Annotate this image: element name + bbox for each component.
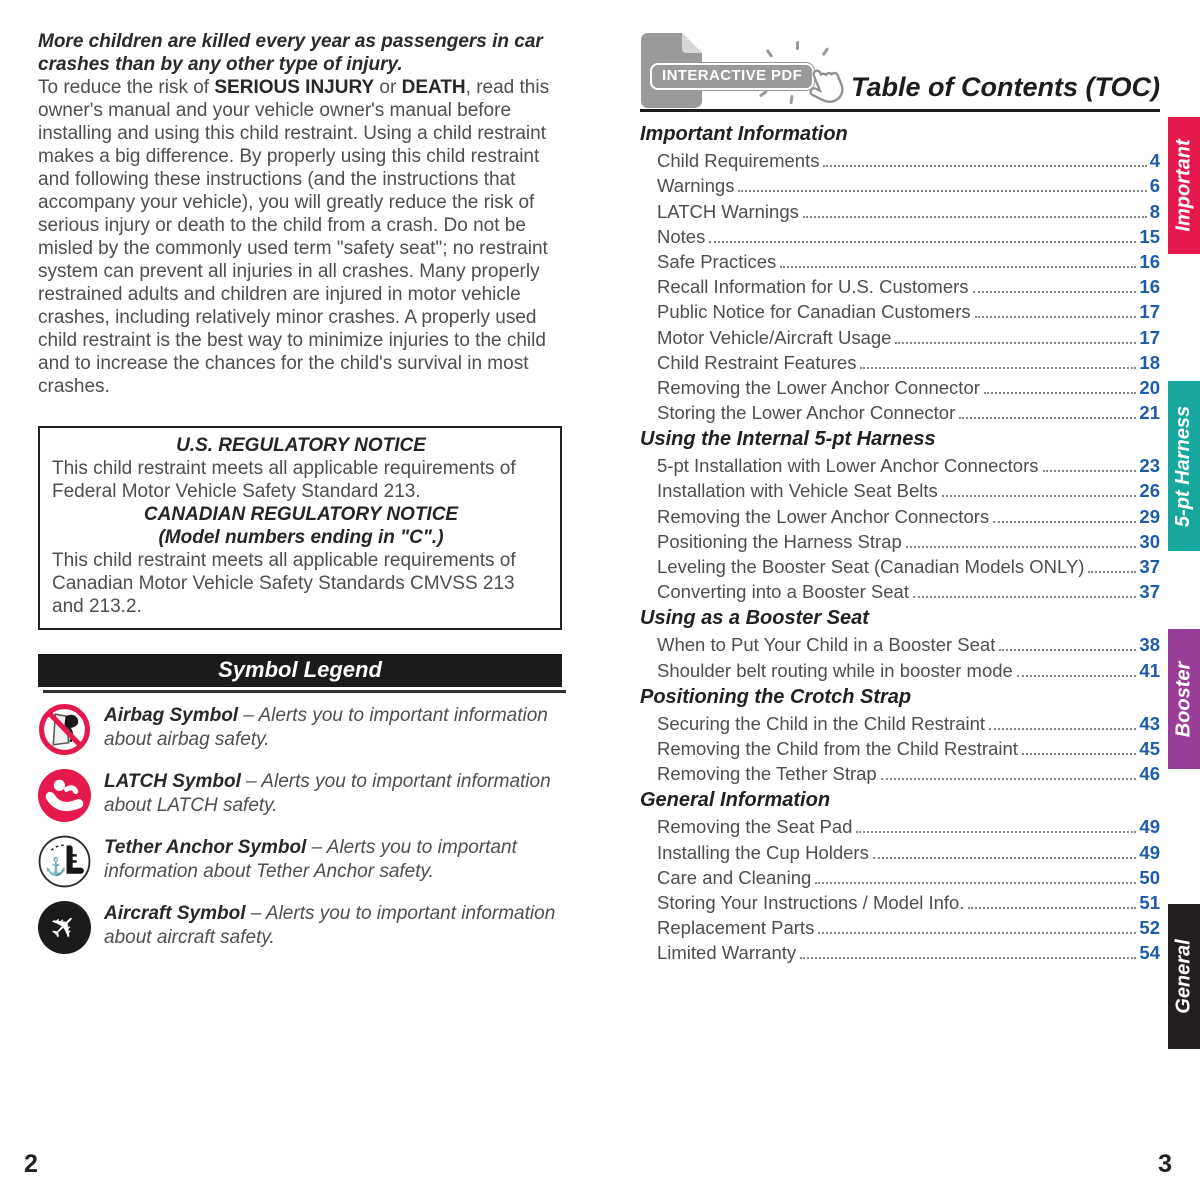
toc-section-general-information: General Information [640,789,831,812]
legend-item-name: Aircraft Symbol [104,903,246,924]
toc-entry-label: Safe Practices [657,250,777,272]
legend-item-desc: – Alerts you to important information about airbag safety. [104,705,548,750]
toc-dot-leader [973,291,1137,293]
canadian-regulatory-subtitle: (Model numbers ending in "C".) [158,527,444,548]
legend-item-text [104,835,562,883]
intro-text-2: or [374,77,402,98]
toc-entry-label: Warnings [657,175,735,197]
toc-entry-page[interactable]: 43 [1139,712,1160,734]
tab-5pt-harness[interactable] [1168,381,1200,551]
toc-entry[interactable] [657,914,1160,939]
toc-dot-leader [856,831,1136,833]
toc-entry[interactable] [657,656,1160,681]
toc-dot-leader [815,882,1136,884]
toc-dot-leader [800,957,1136,959]
aircraft-icon [38,901,91,954]
toc-entry-page[interactable]: 30 [1139,530,1160,552]
svg-text:⚓: ⚓ [45,856,67,877]
toc-entry-label: Securing the Child in the Child Restraint [657,712,986,734]
toc-entry[interactable] [657,147,1160,172]
toc-entry-label: Storing Your Instructions / Model Info. [657,891,965,913]
toc-entry[interactable] [657,735,1160,760]
toc-dot-leader [942,495,1137,497]
toc-entry[interactable] [657,553,1160,578]
intro-bold-serious-injury: SERIOUS INJURY [214,77,375,98]
intro-bold-death: DEATH [401,77,466,98]
toc-entry-label: Removing the Tether Strap [657,763,877,785]
toc-entry-page[interactable]: 17 [1139,326,1160,348]
toc-dot-leader [984,392,1137,394]
toc-entry-page[interactable]: 38 [1139,634,1160,656]
toc-entry[interactable] [657,528,1160,553]
toc-section-important-information: Important Information [640,123,848,145]
toc-dot-leader [1017,675,1137,677]
intro-text-1: To reduce the risk of [38,77,215,98]
toc-entry[interactable] [657,323,1160,348]
legend-item-airbag [38,703,562,756]
interactive-pdf-label: INTERACTIVE PDF [650,63,814,90]
toc-entry-label: Storing the Lower Anchor Connector [657,402,956,424]
toc-dot-leader [709,241,1136,243]
us-regulatory-title: U.S. REGULATORY NOTICE [176,435,426,456]
click-burst-ray [796,41,799,50]
toc-entry-label: LATCH Warnings [657,200,799,222]
tab-important-label: Important [1172,139,1195,232]
toc-entry[interactable] [657,502,1160,527]
tab-booster[interactable] [1168,629,1200,769]
toc-entry[interactable] [657,399,1160,424]
toc-entry-page[interactable]: 54 [1139,942,1160,964]
toc-entry-label: Removing the Lower Anchor Connector [657,376,980,398]
toc-entry-label: Installation with Vehicle Seat Belts [657,480,938,502]
legend-item-name: LATCH Symbol [104,771,241,792]
toc-section-5pt-harness: Using the Internal 5-pt Harness [640,428,936,451]
symbol-legend-list [38,703,562,954]
toc-entry-page[interactable]: 8 [1149,200,1160,222]
toc-entry[interactable] [657,710,1160,735]
regulatory-notice-box [38,426,562,630]
toc-entry-label: 5-pt Installation with Lower Anchor Connectors [657,455,1039,477]
toc-dot-leader [906,546,1137,548]
toc-dot-leader [860,367,1136,369]
legend-item-text [104,901,562,949]
toc-section-booster-seat: Using as a Booster Seat [640,607,869,630]
toc-dot-leader [881,778,1137,780]
legend-item-tether [38,835,562,888]
toc-entry-label: Positioning the Harness Strap [657,530,902,552]
toc-entry-label: Child Requirements [657,150,820,172]
toc-dot-leader [895,342,1136,344]
toc-entry-label: When to Put Your Child in a Booster Seat [657,634,996,656]
toc-dot-leader [823,165,1146,167]
toc-entry-label: Removing the Child from the Child Restraint [657,737,1018,759]
toc-entry-label: Removing the Seat Pad [657,816,853,838]
toc-dot-leader [1022,753,1137,755]
intro-lead: More children are killed every year as passengers in car crashes than by any other type of injury. [38,31,543,75]
toc-entry[interactable] [657,349,1160,374]
toc-entry-page[interactable]: 51 [1139,891,1160,913]
page-number-left: 2 [24,1150,38,1178]
toc-dot-leader [1043,470,1137,472]
toc-entry-page[interactable]: 15 [1139,225,1160,247]
toc-entry[interactable] [657,838,1160,863]
toc-dot-leader [968,907,1136,909]
toc-dot-leader [873,857,1137,859]
toc-entry[interactable] [657,477,1160,502]
toc-entry[interactable] [657,452,1160,477]
toc-entry-label: Child Restraint Features [657,351,857,373]
toc-entry[interactable] [657,813,1160,838]
toc-entry-label: Converting into a Booster Seat [657,581,909,603]
legend-item-name: Tether Anchor Symbol [104,837,307,858]
left-page [38,30,562,967]
svg-text:✈: ✈ [40,903,87,950]
right-page [640,30,1160,964]
symbol-legend-header: Symbol Legend [38,654,562,687]
latch-icon [38,769,91,822]
toc-entry[interactable] [657,223,1160,248]
tether-anchor-icon [38,835,91,888]
toc-entry-page[interactable]: 41 [1139,659,1160,681]
toc-section-crotch-strap: Positioning the Crotch Strap [640,685,912,708]
toc-entry-page[interactable]: 6 [1149,175,1160,197]
toc-entry-label: Care and Cleaning [657,866,812,888]
toc-dot-leader [959,417,1136,419]
toc-entry[interactable] [657,631,1160,656]
toc-header-rule [640,109,1160,112]
toc-dot-leader [803,216,1147,218]
toc-entry-page[interactable]: 18 [1139,351,1160,373]
legend-item-desc: – Alerts you to important information about Tether Anchor safety. [104,837,517,882]
toc-entry[interactable] [657,298,1160,323]
toc-entry[interactable] [657,172,1160,197]
toc-entry-page[interactable]: 37 [1139,581,1160,603]
toc-entry-page[interactable]: 16 [1139,276,1160,298]
toc-dot-leader [1088,571,1136,573]
toc-entry-label: Notes [657,225,706,247]
toc-entry-label: Shoulder belt routing while in booster mode [657,659,1013,681]
toc-entry[interactable] [657,864,1160,889]
toc-entry[interactable] [657,760,1160,785]
page-number-right: 3 [1158,1150,1172,1178]
tab-important[interactable] [1168,117,1200,254]
toc-entry-page[interactable]: 46 [1139,763,1160,785]
toc-entry-page[interactable]: 17 [1139,301,1160,323]
airbag-prohibited-icon [38,703,91,756]
toc-entry-page[interactable]: 45 [1139,737,1160,759]
toc-entry[interactable] [657,889,1160,914]
canadian-regulatory-title: CANADIAN REGULATORY NOTICE [143,504,459,525]
toc-entry-page[interactable]: 16 [1139,250,1160,272]
toc-entry-page[interactable]: 49 [1139,841,1160,863]
toc-entry-page[interactable]: 21 [1139,402,1160,424]
toc-dot-leader [818,932,1136,934]
toc-entry[interactable] [657,197,1160,222]
tab-booster-label: Booster [1172,661,1195,737]
legend-item-desc: – Alerts you to important information about aircraft safety. [104,903,556,948]
legend-item-desc: – Alerts you to important information about LATCH safety. [104,771,551,816]
toc-entry-label: Removing the Lower Anchor Connectors [657,505,990,527]
toc-entry-label: Motor Vehicle/Aircraft Usage [657,326,892,348]
us-regulatory-body: This child restraint meets all applicable requirements of Federal Motor Vehicle Safety Standard 213. [52,458,516,502]
toc-entry-label: Leveling the Booster Seat (Canadian Models ONLY) [657,556,1085,577]
toc-entry[interactable] [657,374,1160,399]
toc-entry-label: Public Notice for Canadian Customers [657,301,971,323]
toc-dot-leader [780,266,1136,268]
tab-general-label: General [1172,939,1195,1014]
toc-dot-leader [999,649,1136,651]
toc-dot-leader [989,728,1136,730]
toc-entry[interactable] [657,939,1160,964]
toc-title: Table of Contents (TOC) [851,72,1160,102]
legend-item-latch [38,769,562,822]
toc-entry-page[interactable]: 4 [1149,150,1160,172]
click-burst-ray [789,95,793,104]
toc-entry[interactable] [657,273,1160,298]
toc-dot-leader [993,521,1136,523]
toc-entry-label: Installing the Cup Holders [657,841,869,863]
toc-entry[interactable] [657,578,1160,603]
click-burst-ray [759,90,768,97]
toc-header [640,30,1160,105]
toc-entry-page[interactable]: 49 [1139,816,1160,838]
toc-entry-page[interactable]: 29 [1139,505,1160,527]
toc-entry-label: Limited Warranty [657,942,797,964]
toc-dot-leader [738,190,1146,192]
intro-text-3: , read this owner's manual and your vehicle owner's manual before installing and using this child restraint. Using a child restraint makes a big difference. By properly using this child restraint and following these instructions (and the instructions that accompany your vehicle), you will greatly reduce the risk of serious injury or death to the child from a crash. Do not be misled by the commonly used term "safety seat"; no restraint system can prevent all injuries in all crashes. Many properly restrained adults and children are injured in motor vehicle crashes, including relatively minor crashes. A properly used child restraint is the best way to minimize injuries to the child and to increase the chances for the child's survival in most crashes. [38,77,550,397]
toc-entry-label: Replacement Parts [657,917,815,939]
legend-item-text [104,769,562,817]
toc-entry-page[interactable]: 20 [1139,376,1160,398]
toc-entry-page[interactable]: 23 [1139,455,1160,477]
toc-entry-label: Recall Information for U.S. Customers [657,276,969,298]
click-burst-ray [822,47,829,56]
toc-entry-page[interactable]: 52 [1139,917,1160,939]
toc-entry-page[interactable]: 50 [1139,866,1160,888]
toc-entry[interactable] [657,248,1160,273]
click-burst-ray [766,49,773,58]
canadian-regulatory-body: This child restraint meets all applicable requirements of Canadian Motor Vehicle Safety Standards CMVSS 213 and 213.2. [52,550,516,617]
tab-general[interactable] [1168,904,1200,1049]
tab-5pt-harness-label: 5-pt Harness [1172,405,1195,527]
legend-item-name: Airbag Symbol [104,705,239,726]
toc-entry-page[interactable]: 26 [1139,480,1160,502]
legend-item-aircraft [38,901,562,954]
toc-dot-leader [913,596,1136,598]
toc-list [640,121,1160,964]
toc-dot-leader [975,316,1137,318]
legend-item-text [104,703,562,751]
intro-paragraph [38,76,562,398]
toc-entry-page[interactable]: 37 [1139,556,1160,577]
